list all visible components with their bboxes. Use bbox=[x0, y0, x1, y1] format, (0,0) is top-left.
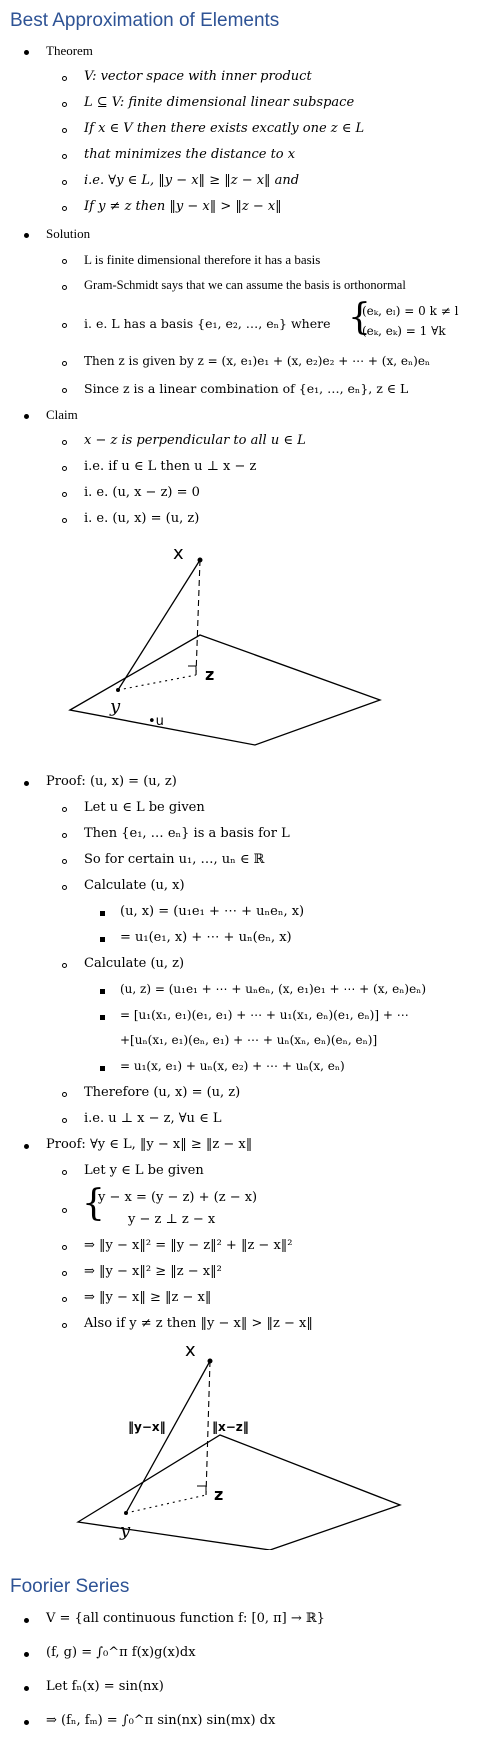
solution-label: Solution bbox=[46, 226, 91, 241]
bullet bbox=[100, 937, 105, 942]
fourier-item: V = {all continuous function f: [0, π] → ℝ} bbox=[46, 1611, 325, 1626]
dashed-x-z bbox=[206, 1361, 210, 1495]
theorem-item: If x ∈ V then there exists excatly one z ∈ L bbox=[84, 121, 365, 136]
solution-item: Since z is a linear combination of {e₁, …, eₙ}, z ∈ L bbox=[84, 381, 409, 396]
bullet bbox=[62, 1170, 67, 1175]
point-x bbox=[208, 1359, 213, 1364]
bullet bbox=[62, 1271, 67, 1276]
line-y-x bbox=[126, 1361, 210, 1513]
fourier-item: ⇒ (fₙ, fₘ) = ∫₀^π sin(nx) sin(mx) dx bbox=[46, 1713, 276, 1728]
point-y bbox=[116, 688, 120, 692]
theorem-item: If y ≠ z then ‖y − x‖ > ‖z − x‖ bbox=[84, 199, 282, 214]
proof1-conclusion: Therefore (u, x) = (u, z) bbox=[84, 1085, 241, 1100]
calc-z-line: (u, z) = (u₁e₁ + ⋯ + uₙeₙ, (x, e₁)e₁ + ⋯ + (x, eₙ)eₙ) bbox=[120, 982, 427, 996]
solution-case: (eₖ, eₗ) = 0 k ≠ l bbox=[362, 304, 459, 318]
figure2-label-yx: ‖y−x‖ bbox=[128, 1420, 166, 1434]
claim-item: i. e. (u, x) = (u, z) bbox=[84, 511, 200, 526]
figure1-label-x: x bbox=[173, 543, 184, 564]
right-angle bbox=[197, 1486, 206, 1495]
calc-z-line: = [u₁(x₁, e₁)(e₁, e₁) + ⋯ + u₁(x₁, eₙ)(e₁, eₙ)] + ⋯ bbox=[120, 1008, 409, 1022]
claim-label: Claim bbox=[46, 407, 78, 422]
bullet bbox=[62, 807, 67, 812]
bullet bbox=[62, 1245, 67, 1250]
bullet bbox=[62, 1092, 67, 1097]
bullet bbox=[62, 1297, 67, 1302]
proof1-item: Then {e₁, … eₙ} is a basis for L bbox=[84, 826, 290, 841]
theorem-item: that minimizes the distance to x bbox=[84, 147, 296, 162]
solution-item: i. e. L has a basis {e₁, e₂, …, eₙ} where bbox=[84, 316, 331, 331]
figure-projection-1 bbox=[0, 540, 500, 750]
proof1-label: Proof: (u, x) = (u, z) bbox=[46, 774, 177, 789]
bullet bbox=[62, 102, 67, 107]
solution-item: L is finite dimensional therefore it has a basis bbox=[84, 252, 321, 267]
figure2-label-xz: ‖x−z‖ bbox=[212, 1420, 249, 1434]
bullet bbox=[62, 1323, 67, 1328]
bullet bbox=[62, 361, 67, 366]
bullet bbox=[62, 440, 67, 445]
claim-item: i.e. if u ∈ L then u ⊥ x − z bbox=[84, 459, 257, 474]
proof1-item: Calculate (u, x) bbox=[84, 878, 185, 893]
bullet bbox=[62, 76, 67, 81]
fourier-item: (f, g) = ∫₀^π f(x)g(x)dx bbox=[46, 1645, 196, 1660]
bullet bbox=[62, 388, 67, 393]
bullet bbox=[62, 492, 67, 497]
theorem-item: V: vector space with inner product bbox=[84, 69, 312, 84]
figure-projection-2 bbox=[0, 1340, 500, 1550]
proof1-conclusion: i.e. u ⊥ x − z, ∀u ∈ L bbox=[84, 1111, 222, 1126]
bullet bbox=[62, 285, 67, 290]
bullet bbox=[62, 154, 67, 159]
claim-item: x − z is perpendicular to all u ∈ L bbox=[84, 433, 306, 448]
bullet bbox=[62, 259, 67, 264]
cases-brace: { bbox=[348, 297, 371, 338]
theorem-item: L ⊆ V: finite dimensional linear subspace bbox=[84, 95, 355, 110]
section-title-best-approximation: Best Approximation of Elements bbox=[10, 10, 280, 31]
bullet bbox=[62, 466, 67, 471]
solution-item: Gram-Schmidt says that we can assume the basis is orthonormal bbox=[84, 278, 406, 292]
dashed-x-z bbox=[196, 560, 200, 675]
proof2-label: Proof: ∀y ∈ L, ‖y − x‖ ≥ ‖z − x‖ bbox=[46, 1137, 253, 1152]
bullet bbox=[62, 206, 67, 211]
point-y bbox=[124, 1511, 128, 1515]
bullet bbox=[62, 323, 67, 328]
dotted-y-z bbox=[126, 1495, 206, 1513]
bullet bbox=[100, 1066, 105, 1071]
proof2-item: Also if y ≠ z then ‖y − x‖ > ‖z − x‖ bbox=[84, 1316, 313, 1331]
solution-item: Then z is given by z = (x, e₁)e₁ + (x, e₂)e₂ + ⋯ + (x, eₙ)eₙ bbox=[84, 354, 431, 368]
calc-x-line: = u₁(e₁, x) + ⋯ + uₙ(eₙ, x) bbox=[120, 930, 292, 945]
proof2-item: ⇒ ‖y − x‖ ≥ ‖z − x‖ bbox=[84, 1290, 212, 1305]
dotted-y-z bbox=[118, 675, 196, 690]
bullet bbox=[62, 518, 67, 523]
bullet bbox=[100, 1015, 105, 1020]
figure2-label-y: y bbox=[120, 1520, 131, 1541]
bullet bbox=[100, 989, 105, 994]
bullet bbox=[24, 1652, 29, 1657]
figure2-label-z: z bbox=[214, 1485, 224, 1504]
proof2-case: y − z ⊥ z − x bbox=[128, 1212, 216, 1227]
right-angle bbox=[188, 666, 196, 675]
bullet bbox=[24, 414, 29, 419]
proof1-item: So for certain u₁, …, uₙ ∈ ℝ bbox=[84, 852, 265, 867]
bullet bbox=[24, 781, 29, 786]
figure2-label-x: x bbox=[185, 1340, 196, 1361]
proof2-case: y − x = (y − z) + (z − x) bbox=[98, 1190, 258, 1205]
bullet bbox=[24, 1144, 29, 1149]
theorem-label: Theorem bbox=[46, 43, 93, 58]
proof1-item: Let u ∈ L be given bbox=[84, 800, 205, 815]
figure1-label-u: •u bbox=[148, 714, 164, 729]
calc-z-line: +[uₙ(x₁, e₁)(eₙ, e₁) + ⋯ + uₙ(xₙ, eₙ)(eₙ, eₙ)] bbox=[120, 1033, 378, 1047]
bullet bbox=[24, 233, 29, 238]
calc-x-line: (u, x) = (u₁e₁ + ⋯ + uₙeₙ, x) bbox=[120, 904, 305, 919]
bullet bbox=[62, 885, 67, 890]
line-y-x bbox=[118, 560, 200, 690]
proof2-item: ⇒ ‖y − x‖² ≥ ‖z − x‖² bbox=[84, 1264, 222, 1279]
bullet bbox=[24, 1720, 29, 1725]
calc-z-label: Calculate (u, z) bbox=[84, 956, 185, 971]
section-title-fourier-series: Foorier Series bbox=[10, 1576, 130, 1597]
bullet bbox=[62, 1208, 67, 1213]
bullet bbox=[24, 1686, 29, 1691]
bullet bbox=[62, 859, 67, 864]
bullet bbox=[62, 180, 67, 185]
proof2-item: Let y ∈ L be given bbox=[84, 1163, 204, 1178]
cases-brace: { bbox=[82, 1183, 105, 1224]
bullet bbox=[62, 128, 67, 133]
figure1-label-z: z bbox=[205, 665, 215, 684]
solution-case: (eₖ, eₖ) = 1 ∀k bbox=[362, 324, 446, 338]
bullet bbox=[24, 1618, 29, 1623]
figure1-label-y: y bbox=[110, 696, 121, 717]
point-x bbox=[198, 558, 203, 563]
bullet bbox=[62, 1118, 67, 1123]
claim-item: i. e. (u, x − z) = 0 bbox=[84, 485, 200, 500]
theorem-item: i.e. ∀y ∈ L, ‖y − x‖ ≥ ‖z − x‖ and bbox=[84, 173, 300, 188]
proof2-item: ⇒ ‖y − x‖² = ‖y − z‖² + ‖z − x‖² bbox=[84, 1238, 293, 1253]
bullet bbox=[24, 50, 29, 55]
bullet bbox=[62, 833, 67, 838]
bullet bbox=[62, 963, 67, 968]
fourier-item: Let fₙ(x) = sin(nx) bbox=[46, 1679, 164, 1694]
calc-z-line: = u₁(x, e₁) + uₙ(x, e₂) + ⋯ + uₙ(x, eₙ) bbox=[120, 1059, 345, 1073]
bullet bbox=[100, 911, 105, 916]
